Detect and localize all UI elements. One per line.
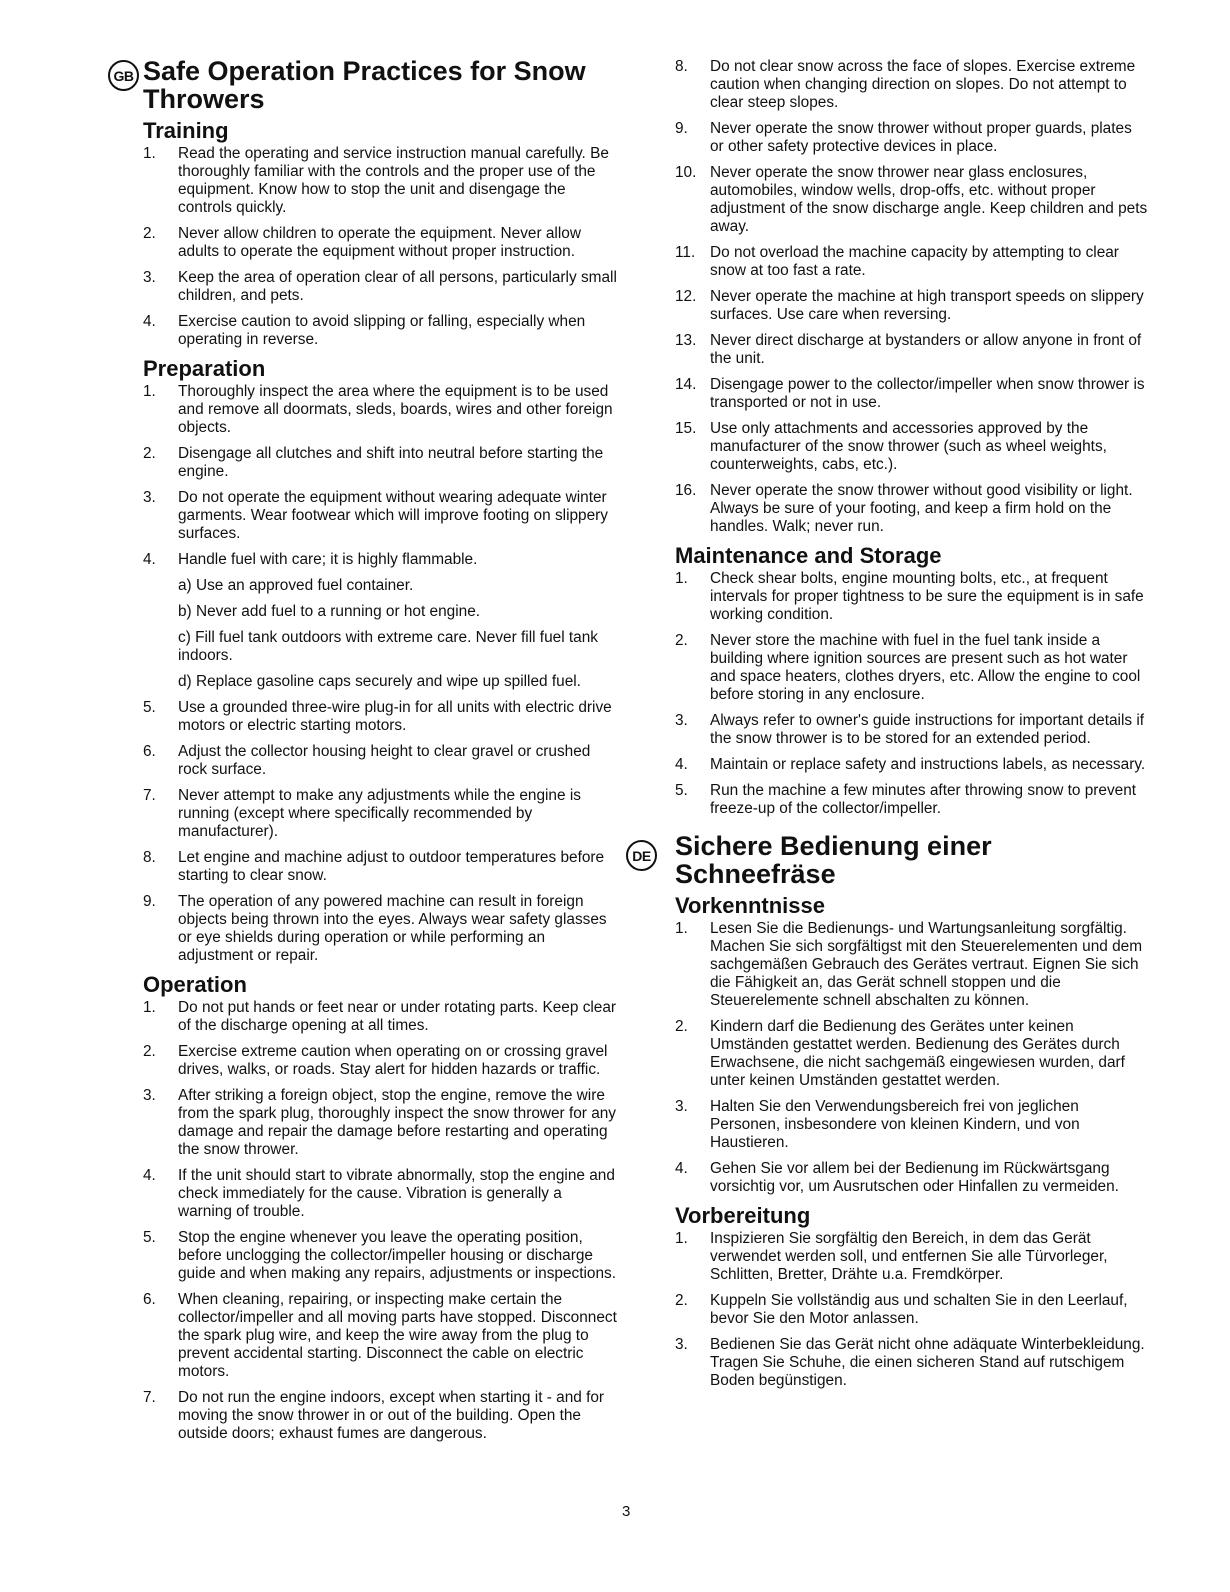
gb-language-badge: GB xyxy=(108,60,139,91)
de-language-badge: DE xyxy=(626,840,657,871)
item-text: Do not put hands or feet near or under rotating parts. Keep clear of the discharge opening at all times. xyxy=(178,999,617,1034)
item-number: 1. xyxy=(143,383,156,400)
item-text: The operation of any powered machine can result in foreign objects being thrown into the eyes. Always wear safety glasses or eye shields during operation or while performing an adjustment or repair. xyxy=(178,893,607,964)
item-text: Stop the engine whenever you leave the operating position, before unclogging the collector/impeller housing or discharge guide and when making any repairs, adjustments or inspections. xyxy=(178,1229,617,1282)
item-text: Never operate the snow thrower near glass enclosures, automobiles, window wells, drop-offs, etc. without proper adjustment of the snow discharge angle. Keep children and pets away. xyxy=(710,164,1148,235)
item-text: Always refer to owner's guide instructions for important details if the snow thrower is to be stored for an extended period. xyxy=(710,712,1145,747)
item-number: 4. xyxy=(143,313,156,330)
item-text: Adjust the collector housing height to clear gravel or crushed rock surface. xyxy=(178,743,591,778)
item-number: 6. xyxy=(143,1291,156,1308)
list-item xyxy=(640,570,1148,624)
list-item xyxy=(108,551,618,691)
item-number: 5. xyxy=(143,1229,156,1246)
list-item xyxy=(640,1336,1148,1390)
list-item xyxy=(108,1167,618,1221)
preparation-list xyxy=(108,383,618,965)
list-item xyxy=(108,699,618,735)
item-text: Never attempt to make any adjustments while the engine is running (except where specifically recommended by manufacturer). xyxy=(178,787,581,840)
item-text: Use only attachments and accessories approved by the manufacturer of the snow thrower (such as wheel weights, counterweights, cabs, etc.). xyxy=(710,420,1107,473)
operation-heading: Operation xyxy=(143,972,247,997)
de-section-header xyxy=(632,831,1148,889)
sub-item-list xyxy=(178,577,618,691)
list-item xyxy=(108,743,618,779)
list-item xyxy=(108,1389,618,1443)
item-number: 10. xyxy=(675,164,697,181)
list-item xyxy=(108,1087,618,1159)
item-number: 9. xyxy=(675,120,688,137)
item-number: 3. xyxy=(143,269,156,286)
list-item xyxy=(640,376,1148,412)
sub-item: b) Never add fuel to a running or hot engine. xyxy=(178,603,481,620)
item-number: 2. xyxy=(143,1043,156,1060)
item-number: 11. xyxy=(675,244,696,261)
maintenance-list xyxy=(640,570,1148,818)
item-number: 1. xyxy=(143,145,156,162)
vorkenntnisse-list xyxy=(640,920,1148,1196)
item-number: 3. xyxy=(675,1098,688,1115)
item-text: Let engine and machine adjust to outdoor temperatures before starting to clear snow. xyxy=(178,849,605,884)
item-text: Kuppeln Sie vollständig aus und schalten Sie in den Leerlauf, bevor Sie den Motor anlassen. xyxy=(710,1292,1128,1327)
list-item xyxy=(640,1292,1148,1328)
list-item xyxy=(108,999,618,1035)
list-item xyxy=(640,288,1148,324)
list-item xyxy=(640,632,1148,704)
item-text: Never store the machine with fuel in the fuel tank inside a building where ignition sources are present such as hot water and space heaters, clothes dryers, etc. Allow the engine to cool before storing in any enclosure. xyxy=(710,632,1141,703)
page-number: 3 xyxy=(622,1503,631,1520)
item-text: Disengage all clutches and shift into neutral before starting the engine. xyxy=(178,445,604,480)
item-text: Never direct discharge at bystanders or allow anyone in front of the unit. xyxy=(710,332,1142,367)
item-number: 2. xyxy=(675,632,688,649)
vorkenntnisse-heading: Vorkenntnisse xyxy=(675,893,825,918)
item-number: 14. xyxy=(675,376,697,393)
item-text: Maintain or replace safety and instructions labels, as necessary. xyxy=(710,756,1146,773)
item-text: Exercise caution to avoid slipping or falling, especially when operating in reverse. xyxy=(178,313,586,348)
item-number: 3. xyxy=(143,489,156,506)
item-text: Handle fuel with care; it is highly flammable. xyxy=(178,551,478,568)
left-column xyxy=(108,0,618,1451)
item-text: Use a grounded three-wire plug-in for all units with electric drive motors or electric starting motors. xyxy=(178,699,612,734)
sub-item: d) Replace gasoline caps securely and wipe up spilled fuel. xyxy=(178,673,581,690)
list-item xyxy=(108,313,618,349)
item-text: Never allow children to operate the equipment. Never allow adults to operate the equipment without proper instruction. xyxy=(178,225,581,260)
training-heading: Training xyxy=(143,118,229,143)
item-number: 2. xyxy=(675,1018,688,1035)
item-number: 6. xyxy=(143,743,156,760)
item-number: 12. xyxy=(675,288,697,305)
list-item xyxy=(640,782,1148,818)
item-text: Disengage power to the collector/impeller when snow thrower is transported or not in use. xyxy=(710,376,1145,411)
gb-section-header xyxy=(108,57,618,113)
list-item xyxy=(108,445,618,481)
list-item xyxy=(640,482,1148,536)
item-number: 16. xyxy=(675,482,697,499)
item-number: 8. xyxy=(143,849,156,866)
list-item xyxy=(108,269,618,305)
item-number: 1. xyxy=(675,920,688,937)
training-list xyxy=(108,145,618,349)
item-text: Halten Sie den Verwendungsbereich frei von jeglichen Personen, insbesondere von kleinen Kindern, und von Haustieren. xyxy=(710,1098,1080,1151)
operation-list-part1 xyxy=(108,999,618,1443)
item-text: Do not overload the machine capacity by attempting to clear snow at too fast a rate. xyxy=(710,244,1119,279)
list-item xyxy=(108,893,618,965)
item-text: Read the operating and service instruction manual carefully. Be thoroughly familiar with the controls and the proper use of the equipment. Know how to stop the unit and disengage the controls quickly. xyxy=(178,145,609,216)
list-item xyxy=(108,1291,618,1381)
list-item xyxy=(640,1230,1148,1284)
vorbereitung-list xyxy=(640,1230,1148,1390)
sub-item: a) Use an approved fuel container. xyxy=(178,577,414,594)
maintenance-heading: Maintenance and Storage xyxy=(675,543,942,568)
gb-section-title: Safe Operation Practices for Snow Throwers xyxy=(143,56,586,114)
item-text: Bedienen Sie das Gerät nicht ohne adäquate Winterbekleidung. Tragen Sie Schuhe, die einen sicheren Stand auf rutschigem Boden begünstigen. xyxy=(710,1336,1145,1389)
item-number: 7. xyxy=(143,1389,156,1406)
list-item xyxy=(640,1098,1148,1152)
vorbereitung-heading: Vorbereitung xyxy=(675,1203,811,1228)
list-item xyxy=(640,332,1148,368)
item-text: Lesen Sie die Bedienungs- und Wartungsanleitung sorgfältig. Machen Sie sich sorgfältigst mit den Steuerelementen und dem sachgemäßen Gebrauch des Gerätes vertraut. Eignen Sie sich die Fähigkeit an, das Gerät schnell stoppen und die Steuerelemente schnell abschalten zu können. xyxy=(710,920,1143,1009)
list-item xyxy=(640,756,1148,774)
item-number: 5. xyxy=(675,782,688,799)
item-text: Do not operate the equipment without wearing adequate winter garments. Wear footwear which will improve footing on slippery surfaces. xyxy=(178,489,608,542)
list-item xyxy=(640,920,1148,1010)
item-number: 8. xyxy=(675,58,688,75)
de-section-title: Sichere Bedienung einer Schneefräse xyxy=(675,831,992,889)
item-text: When cleaning, repairing, or inspecting make certain the collector/impeller and all moving parts have stopped. Disconnect the spark plug wire, and keep the wire away from the plug to prevent accidental starting. Disconnect the cable on electric motors. xyxy=(178,1291,617,1380)
list-item xyxy=(108,787,618,841)
list-item xyxy=(640,120,1148,156)
item-number: 3. xyxy=(143,1087,156,1104)
list-item xyxy=(640,1018,1148,1090)
item-text: Never operate the machine at high transport speeds on slippery surfaces. Use care when reversing. xyxy=(710,288,1144,323)
list-item xyxy=(640,1160,1148,1196)
item-number: 2. xyxy=(143,445,156,462)
list-item xyxy=(640,420,1148,474)
item-number: 2. xyxy=(143,225,156,242)
item-text: Never operate the snow thrower without proper guards, plates or other safety protective devices in place. xyxy=(710,120,1132,155)
item-text: Inspizieren Sie sorgfältig den Bereich, in dem das Gerät verwendet werden soll, und entfernen Sie alle Türvorleger, Schlitten, Bretter, Drähte u.a. Fremdkörper. xyxy=(710,1230,1108,1283)
list-item xyxy=(640,712,1148,748)
item-text: Exercise extreme caution when operating on or crossing gravel drives, walks, or roads. Stay alert for hidden hazards or traffic. xyxy=(178,1043,608,1078)
item-text: Thoroughly inspect the area where the equipment is to be used and remove all doormats, sleds, boards, wires and other foreign objects. xyxy=(178,383,613,436)
list-item xyxy=(108,383,618,437)
sub-item: c) Fill fuel tank outdoors with extreme care. Never fill fuel tank indoors. xyxy=(178,629,598,664)
item-text: Run the machine a few minutes after throwing snow to prevent freeze-up of the collector/impeller. xyxy=(710,782,1137,817)
item-number: 4. xyxy=(143,551,156,568)
item-number: 4. xyxy=(143,1167,156,1184)
list-item xyxy=(108,1043,618,1079)
item-number: 7. xyxy=(143,787,156,804)
list-item xyxy=(640,244,1148,280)
item-number: 2. xyxy=(675,1292,688,1309)
preparation-heading: Preparation xyxy=(143,356,266,381)
list-item xyxy=(640,164,1148,236)
item-text: Never operate the snow thrower without good visibility or light. Always be sure of your footing, and keep a firm hold on the handles. Walk; never run. xyxy=(710,482,1133,535)
list-item xyxy=(108,145,618,217)
item-text: After striking a foreign object, stop the engine, remove the wire from the spark plug, thoroughly inspect the snow thrower for any damage and repair the damage before restarting and operating the snow thrower. xyxy=(178,1087,617,1158)
item-text: Do not run the engine indoors, except when starting it - and for moving the snow thrower in or out of the building. Open the outside doors; exhaust fumes are dangerous. xyxy=(178,1389,605,1442)
item-number: 1. xyxy=(675,1230,688,1247)
item-number: 1. xyxy=(675,570,688,587)
list-item xyxy=(108,225,618,261)
item-number: 15. xyxy=(675,420,697,437)
list-item xyxy=(640,58,1148,112)
item-number: 1. xyxy=(143,999,156,1016)
item-text: Check shear bolts, engine mounting bolts, etc., at frequent intervals for proper tightness to be sure the equipment is in safe working condition. xyxy=(710,570,1144,623)
item-number: 4. xyxy=(675,756,688,773)
item-text: Gehen Sie vor allem bei der Bedienung im Rückwärtsgang vorsichtig vor, um Ausrutschen oder Hinfallen zu vermeiden. xyxy=(710,1160,1119,1195)
item-number: 5. xyxy=(143,699,156,716)
item-number: 3. xyxy=(675,1336,688,1353)
list-item xyxy=(108,1229,618,1283)
item-number: 4. xyxy=(675,1160,688,1177)
right-column xyxy=(632,0,1148,1398)
item-number: 3. xyxy=(675,712,688,729)
list-item xyxy=(108,489,618,543)
item-text: Do not clear snow across the face of slopes. Exercise extreme caution when changing direction on slopes. Do not attempt to clear steep slopes. xyxy=(710,58,1136,111)
operation-list-part2 xyxy=(640,58,1148,536)
item-text: Keep the area of operation clear of all persons, particularly small children, and pets. xyxy=(178,269,617,304)
item-text: If the unit should start to vibrate abnormally, stop the engine and check immediately for the cause. Vibration is generally a warning of trouble. xyxy=(178,1167,615,1220)
item-text: Kindern darf die Bedienung des Gerätes unter keinen Umständen gestattet werden. Bedienung des Gerätes durch Erwachsene, die nicht sachgemäß eingewiesen wurden, darf unter keinen Umständen gestattet werden. xyxy=(710,1018,1125,1089)
item-number: 13. xyxy=(675,332,697,349)
item-number: 9. xyxy=(143,893,156,910)
list-item xyxy=(108,849,618,885)
